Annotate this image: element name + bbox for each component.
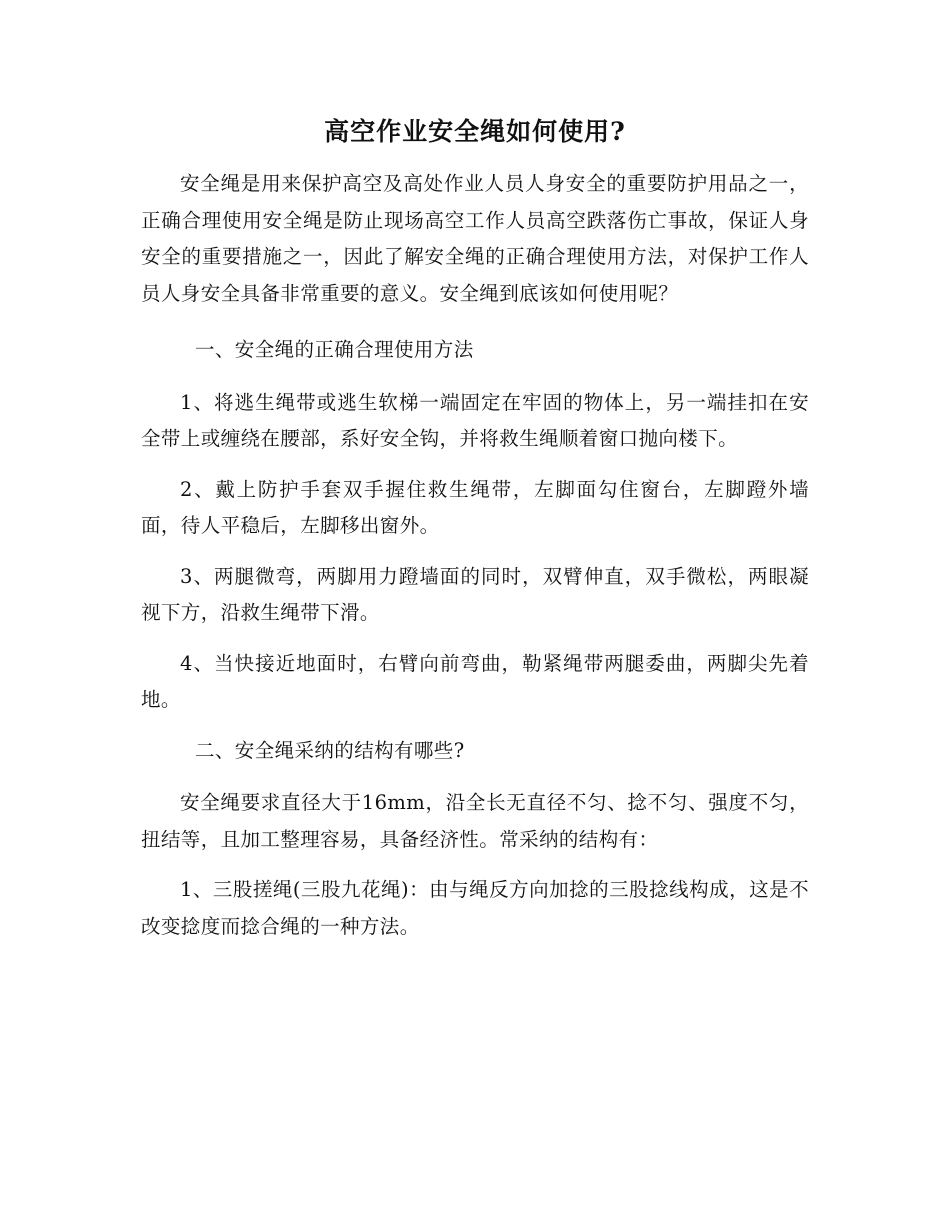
section-1-step-3: 3、两腿微弯，两脚用力蹬墙面的同时，双臂伸直，双手微松，两眼凝视下方，沿救生绳带下滑。 [141, 564, 809, 624]
section-1-step-1: 1、将逃生绳带或逃生软梯一端固定在牢固的物体上，另一端挂扣在安全带上或缠绕在腰部，系好安全钩，并将救生绳顺着窗口抛向楼下。 [141, 390, 809, 450]
section-1-heading: 一、安全绳的正确合理使用方法 [195, 338, 474, 361]
section-2-item-1: 1、三股搓绳(三股九花绳)：由与绳反方向加捻的三股捻线构成，这是不改变捻度而捻合绳的一种方法。 [141, 878, 809, 938]
document-title: 高空作业安全绳如何使用? [324, 117, 626, 146]
section-2-intro: 安全绳要求直径大于16mm，沿全长无直径不匀、捻不匀、强度不匀，扭结等，且加工整理容易，具备经济性。常采纳的结构有： [141, 791, 809, 851]
document-content [141, 112, 809, 959]
section-1-step-4: 4、当快接近地面时，右臂向前弯曲，勒紧绳带两腿委曲，两脚尖先着地。 [141, 651, 809, 711]
section-2-heading: 二、安全绳采纳的结构有哪些? [195, 738, 465, 762]
intro-paragraph: 安全绳是用来保护高空及高处作业人员人身安全的重要防护用品之一，正确合理使用安全绳是防止现场高空工作人员高空跌落伤亡事故，保证人身安全的重要措施之一，因此了解安全绳的正确合理使用方法，对保护工作人员人身安全具备非常重要的意义。安全绳到底该如何使用呢？ [141, 172, 809, 305]
section-1-step-2: 2、戴上防护手套双手握住救生绳带，左脚面勾住窗台，左脚蹬外墙面，待人平稳后，左脚移出窗外。 [141, 477, 809, 537]
